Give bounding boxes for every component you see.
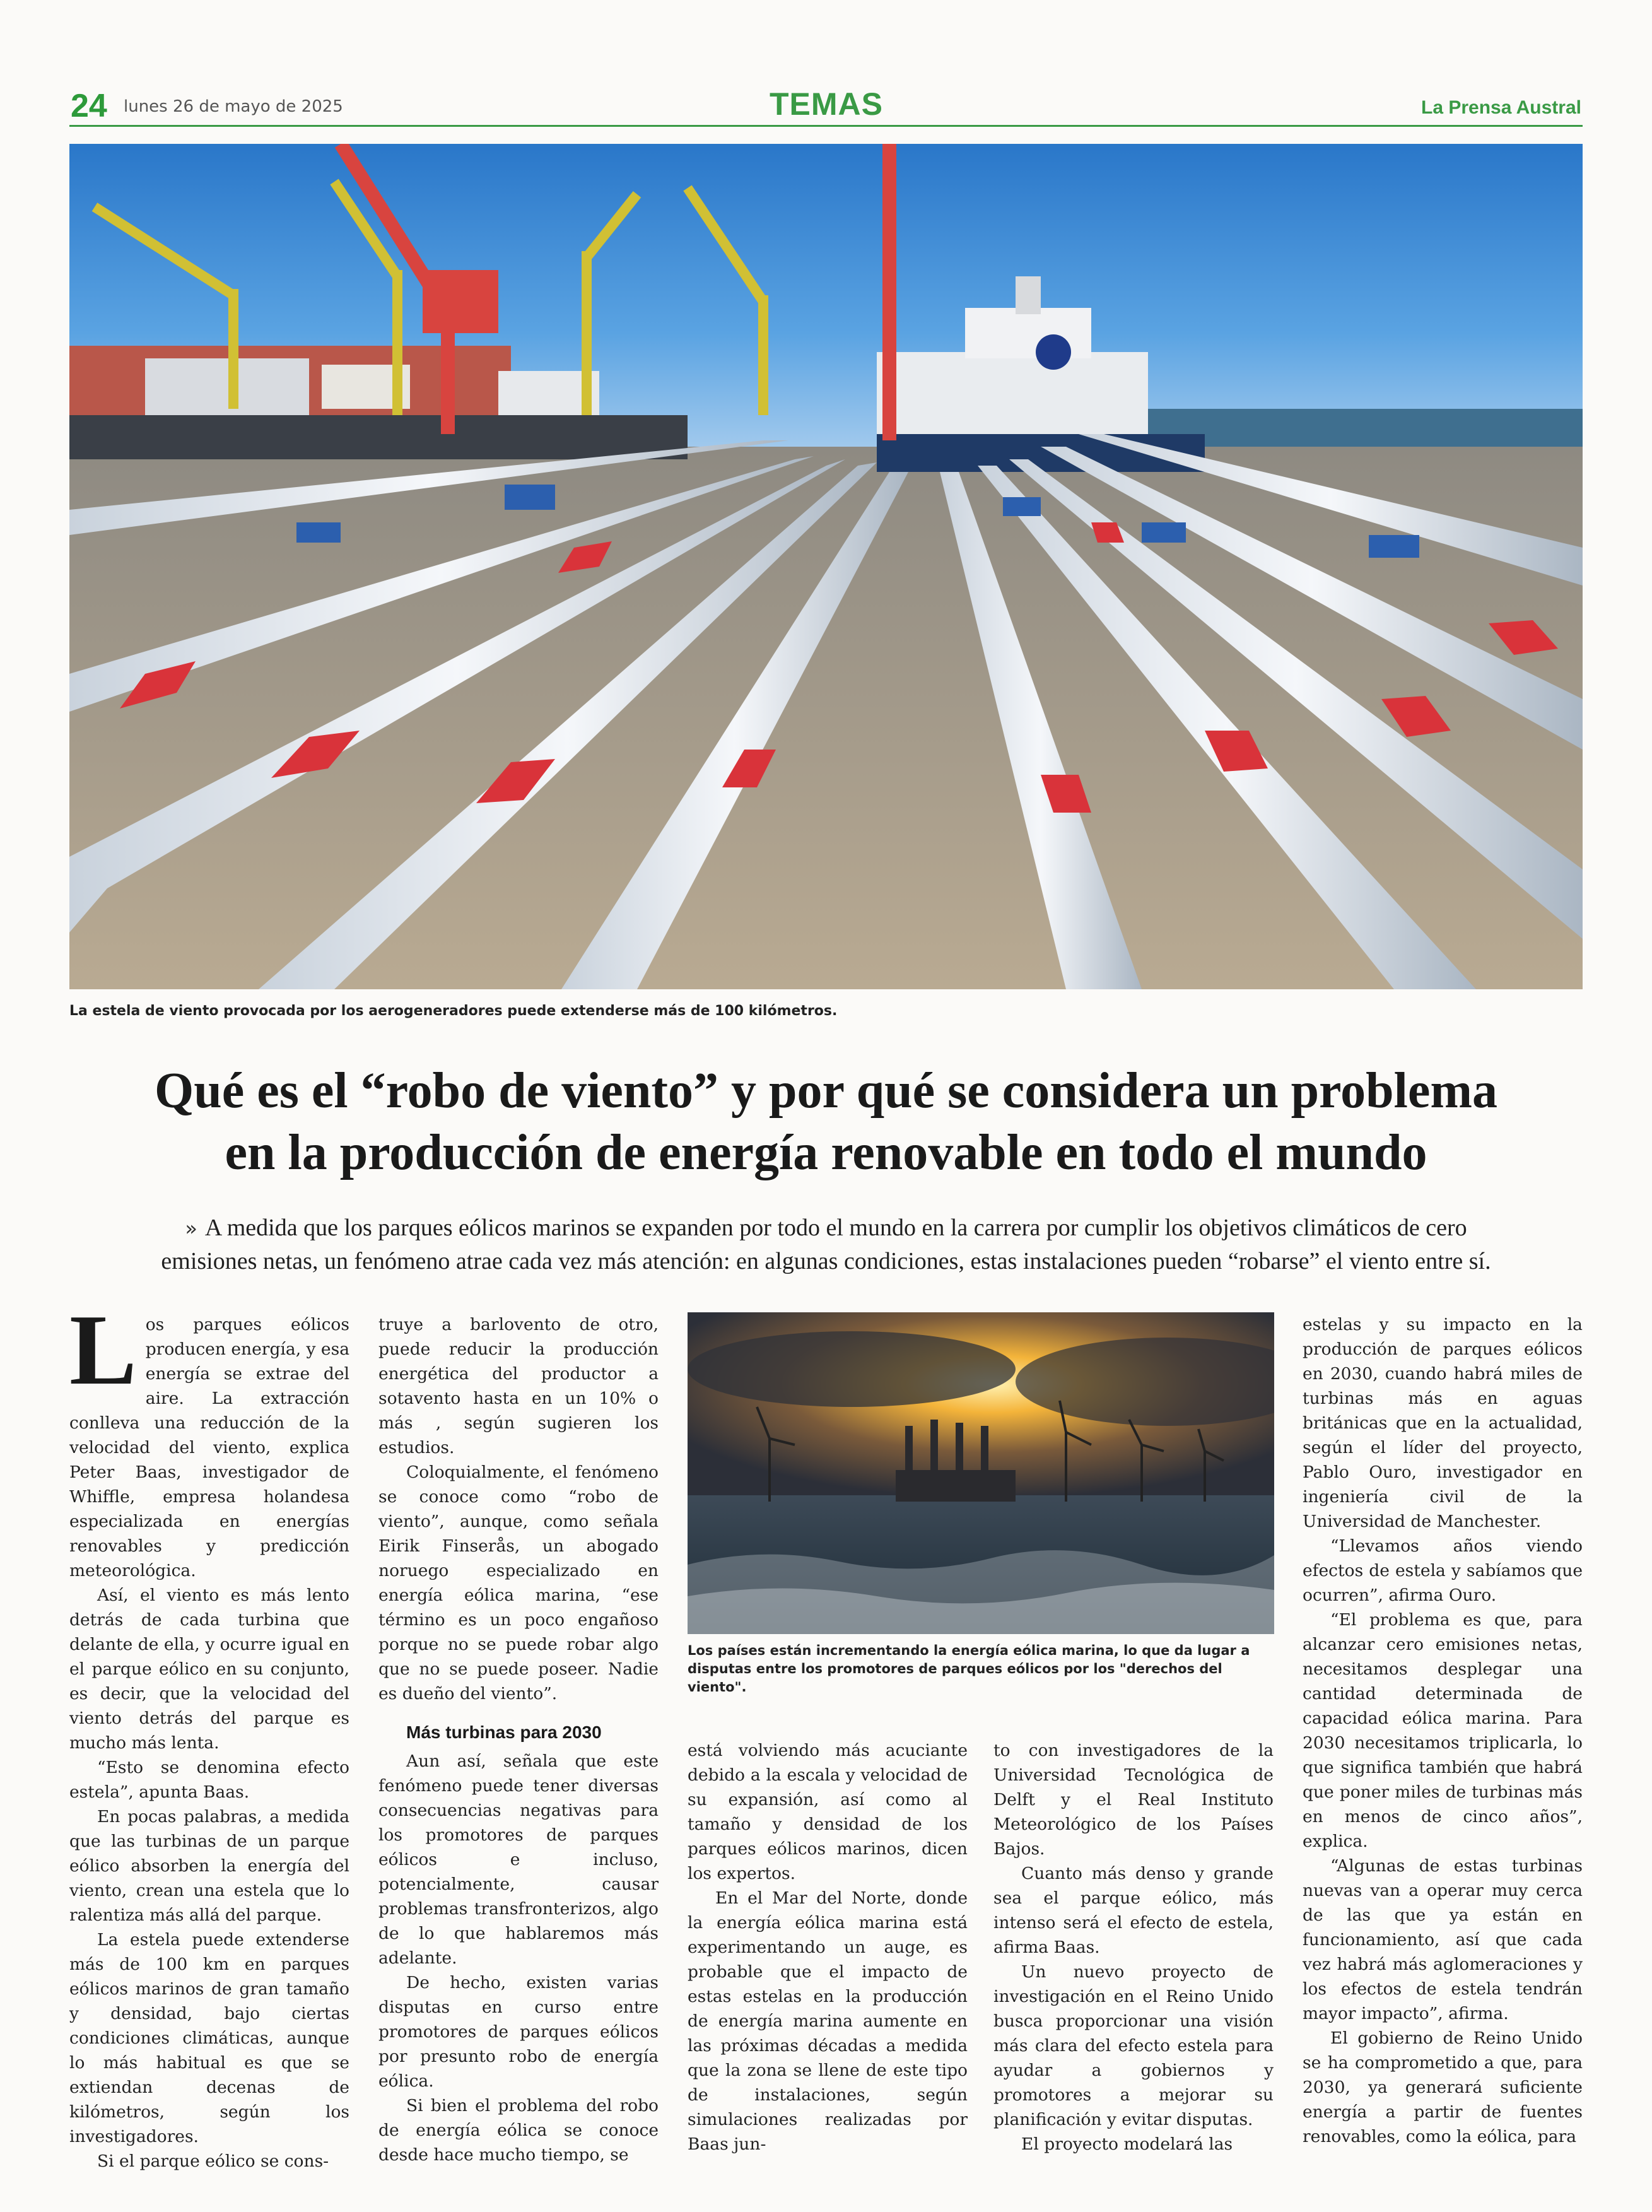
article-column-5 xyxy=(1303,1312,1583,2149)
offshore-wind-farm-photo xyxy=(688,1312,1274,1634)
article-paragraph: “El problema es que, para alcanzar cero emisiones netas, necesitamos desplegar una cantidad determinada de capacidad eólica marina. Para 2030 necesitamos triplicarla, lo que significa también que habrá que poner miles de turbinas más en menos de cinco años”, explica. xyxy=(1303,1610,1583,1851)
article-paragraph: El gobierno de Reino Unido se ha comprometido a que, para 2030, ya generará suficiente energía a partir de fuentes renovables, como la eólica, para xyxy=(1303,2028,1583,2146)
article-paragraph: El proyecto modelará las xyxy=(1021,2134,1233,2154)
header-divider xyxy=(69,125,1583,127)
article-paragraph: En pocas palabras, a medida que las turbinas de un parque eólico absorben la energía del viento, crean una estela que lo ralentiza más allá del parque. xyxy=(69,1807,349,1925)
article-paragraph: “Llevamos años viendo efectos de estela y sabíamos que ocurren”, afirma Ouro. xyxy=(1303,1536,1583,1605)
article-paragraph: La estela puede extenderse más de 100 km en parques eólicos marinos de gran tamaño y densidad, bajo ciertas condiciones climáticas, aunque lo más habitual es que se extiendan decenas de kilómetros, según los investigadores. xyxy=(69,1930,349,2146)
headline xyxy=(69,1060,1583,1184)
newspaper-name: La Prensa Austral xyxy=(1421,97,1581,118)
offshore-photo-caption: Los países están incrementando la energía eólica marina, lo que da lugar a disputas entre los promotores de parques eólicos por los "derechos del viento". xyxy=(688,1643,1250,1695)
article-subhead: Más turbinas para 2030 xyxy=(406,1722,602,1742)
article-paragraph: Aun así, señala que este fenómeno puede tener diversas consecuencias negativas para los promotores de parques eólicos e incluso, potencialmente, causar problemas transfronterizos, algo de lo que hablaremos más adelante. xyxy=(378,1751,659,1968)
article-paragraph: to con investigadores de la Universidad Tecnológica de Delft y el Real Instituto Meteorológico de los Países Bajos. xyxy=(993,1741,1274,1859)
article-paragraph: Coloquialmente, el fenómeno se conoce como “robo de viento”, aunque, como señala Eirik Finserås, un abogado noruego especializado en energía eólica marina, “ese término es un poco engañoso porque no se puede robar algo que no se puede poseer. Nadie es dueño del viento”. xyxy=(378,1462,659,1703)
article-paragraph: En el Mar del Norte, donde la energía eólica marina está experimentando un auge, es probable que el impacto de estas estelas en la producción de energía marina aumente en las próximas décadas a medida que la zona se llene de este tipo de instalaciones, según simulaciones realizadas por Baas jun- xyxy=(688,1888,968,2154)
deck-summary xyxy=(69,1211,1583,1278)
headline-line-1: Qué es el “robo de viento” y por qué se considera un problema xyxy=(155,1063,1497,1119)
article-paragraph: “Algunas de estas turbinas nuevas van a operar muy cerca de las que ya están en funcionamiento, así que cada vez habrá más aglomeraciones y los efectos de estela tendrán mayor impacto”, afirma. xyxy=(1303,1856,1583,2023)
article-paragraph: Cuanto más denso y grande sea el parque eólico, más intenso será el efecto de estela, afirma Baas. xyxy=(993,1864,1274,1957)
article-paragraph: truye a barlovento de otro, puede reducir la producción energética del productor a sotavento hasta en un 10% o más , según sugieren los estudios. xyxy=(378,1315,659,1457)
article-paragraph: Así, el viento es más lento detrás de cada turbina que delante de ella, y ocurre igual en el parque eólico en su conjunto, es decir, que la velocidad del viento detrás del parque es mucho más lenta. xyxy=(69,1585,349,1753)
page-number: 24 xyxy=(71,88,107,124)
main-photo-caption: La estela de viento provocada por los aerogeneradores puede extenderse más de 100 kilómetros. xyxy=(69,1003,838,1019)
deck-line-1-text: A medida que los parques eólicos marinos se expanden por todo el mundo en la carrera por cumplir los objetivos climáticos de cero xyxy=(204,1215,1467,1241)
article-paragraph: Si el parque eólico se cons- xyxy=(97,2151,329,2171)
publication-date: lunes 26 de mayo de 2025 xyxy=(124,97,343,116)
article-paragraph: Si bien el problema del robo de energía eólica se conoce desde hace mucho tiempo, se xyxy=(378,2096,659,2165)
article-paragraph: Un nuevo proyecto de investigación en el Reino Unido busca proporcionar una visión más clara del efecto estela para ayudar a gobiernos y promotores a mejorar su planificación y evitar disputas. xyxy=(993,1962,1274,2129)
drop-cap: L xyxy=(69,1293,137,1406)
article-paragraph: “Esto se denomina efecto estela”, apunta Baas. xyxy=(69,1758,349,1802)
section-title: TEMAS xyxy=(770,86,883,122)
main-photo-wind-blades xyxy=(69,144,1583,989)
deck-line-2: emisiones netas, un fenómeno atrae cada vez más atención: en algunas condiciones, estas instalaciones pueden “robarse” el viento entre sí. xyxy=(161,1248,1491,1274)
paragraph-text: os parques eólicos producen energía, y esa energía se extrae del aire. La extracción conlleva una reducción de la velocidad del viento, explica Peter Baas, investigador de Whiffle, empresa holandesa especializada en energías renovables y predicción meteorológica. xyxy=(69,1315,350,1580)
article-column-3 xyxy=(688,1738,968,2156)
article-paragraph xyxy=(69,1293,350,1583)
double-chevron-icon: » xyxy=(185,1216,197,1240)
headline-line-2: en la producción de energía renovable en todo el mundo xyxy=(225,1125,1427,1180)
article-column-1 xyxy=(69,1293,350,2174)
article-paragraph: De hecho, existen varias disputas en curso entre promotores de parques eólicos por presunto robo de energía eólica. xyxy=(378,1973,659,2091)
deck-line-1 xyxy=(69,1211,1583,1245)
article-column-2 xyxy=(378,1312,659,2167)
article-paragraph: está volviendo más acuciante debido a la escala y velocidad de su expansión, así como al tamaño y densidad de los parques eólicos marinos, dicen los expertos. xyxy=(688,1741,968,1883)
article-column-4 xyxy=(993,1738,1274,2156)
article-paragraph: estelas y su impacto en la producción de parques eólicos en 2030, cuando habrá miles de turbinas más en aguas británicas que en la actualidad, según el líder del proyecto, Pablo Ouro, investigador en ingeniería civil de la Universidad de Manchester. xyxy=(1303,1315,1583,1531)
